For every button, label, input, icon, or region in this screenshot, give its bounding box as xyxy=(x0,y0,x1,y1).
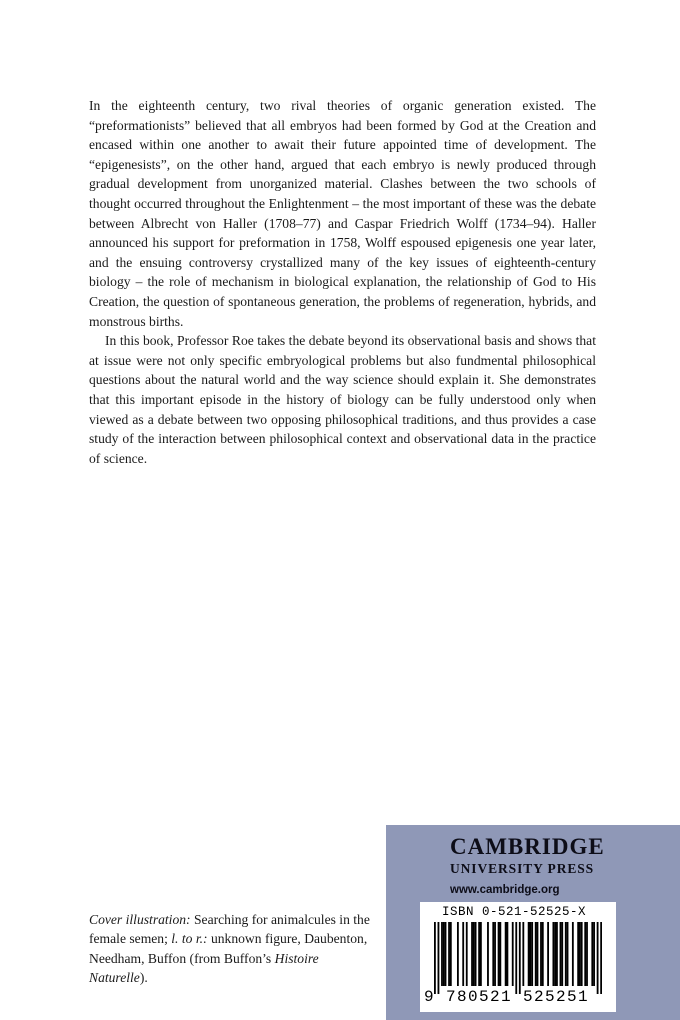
isbn-text: ISBN 0-521-52525-X xyxy=(442,905,587,919)
barcode-bar xyxy=(540,922,542,986)
publisher-subname: UNIVERSITY PRESS xyxy=(450,861,595,876)
barcode-bar xyxy=(529,922,531,986)
barcode-bar xyxy=(480,922,482,986)
barcode-bar xyxy=(593,922,595,986)
barcode-bar xyxy=(448,922,450,986)
blurb-paragraph-2: In this book, Professor Roe takes the debate beyond its observational basis and shows that at issue were not only specific embryological problems but also fundmental philosophical questions about the natural world and the way science should explain it. She demonstrates that this important episode in the history of biology can be fully understood only when viewed as a debate between two opposing philosophical traditions, and thus provides a case study of the interaction between philosophical context and observational data in the practice of science. xyxy=(89,333,596,466)
barcode-bar xyxy=(507,922,509,986)
barcode-bar xyxy=(560,922,562,986)
barcode-bar xyxy=(443,922,445,986)
barcode-bar xyxy=(515,922,517,994)
cover-credit-text-1: Searching for animalcules in the female semen; xyxy=(89,912,370,947)
barcode-bar xyxy=(475,922,477,986)
back-cover-blurb xyxy=(89,96,596,468)
barcode-bar xyxy=(471,922,473,986)
barcode-bar xyxy=(450,922,452,986)
barcode-bar xyxy=(487,922,489,986)
barcode-bar xyxy=(579,922,581,986)
barcode-bar xyxy=(522,922,524,986)
barcode-bar xyxy=(535,922,537,986)
publisher-name: CAMBRIDGE xyxy=(450,834,605,859)
cover-illustration-credit xyxy=(89,910,374,988)
barcode-bar xyxy=(462,922,464,986)
blurb-paragraph-1: In the eighteenth century, two rival theories of organic generation existed. The “preformationists” believed that all embryos had been formed by God at the Creation and encased within one another to await their future appointed time of development. The “epigenesists”, on the other hand, argued that each embryo is newly produced through gradual development from unorganized material. Clashes between the two schools of thought occurred throughout the Enlightenment – the most important of these was the debate between Albrecht von Haller (1708–77) and Caspar Friedrich Wolff (1734–94). Haller announced his support for preformation in 1758, Wolff espoused epigenesis one year later, and the ensuing controversy crystallized many of the key issues of eighteenth-century biology – the role of mechanism in biological explanation, the relationship of God to His Creation, the question of spontaneous generation, the problems of regeneration, hybrids, and monstrous births. xyxy=(89,98,596,329)
barcode-bar xyxy=(584,922,586,986)
barcode-bar xyxy=(492,922,494,986)
barcode-icon xyxy=(434,922,602,994)
barcode-bar xyxy=(586,922,588,986)
barcode-bar xyxy=(434,922,436,994)
barcode-bar xyxy=(537,922,539,986)
barcode-bar xyxy=(445,922,447,986)
barcode-label xyxy=(420,902,616,1012)
barcode-bar xyxy=(577,922,579,986)
publisher-panel xyxy=(386,825,680,1020)
barcode-bar xyxy=(556,922,558,986)
ean-digits: 9 780521 525251 xyxy=(424,988,590,1006)
barcode-bar xyxy=(494,922,496,986)
barcode-bar xyxy=(581,922,583,986)
barcode-bar xyxy=(466,922,468,986)
barcode-bar xyxy=(441,922,443,986)
barcode-bar xyxy=(572,922,574,986)
barcode-bar xyxy=(519,922,521,994)
publisher-website: www.cambridge.org xyxy=(450,884,560,896)
barcode-bar xyxy=(531,922,533,986)
barcode-bar xyxy=(512,922,514,986)
barcode-bar xyxy=(457,922,459,986)
cover-credit-text-2: unknown figure, Daubenton, Needham, Buffon (from Buffon’s xyxy=(89,931,368,966)
barcode-bar xyxy=(505,922,507,986)
barcode-bar xyxy=(597,922,599,994)
barcode-bar xyxy=(528,922,530,986)
barcode-bar xyxy=(498,922,500,986)
barcode-bar xyxy=(591,922,593,986)
barcode-bar xyxy=(567,922,569,986)
barcode-bar xyxy=(438,922,440,994)
barcode-bar xyxy=(547,922,549,986)
barcode-bar xyxy=(552,922,554,986)
barcode-bar xyxy=(600,922,602,994)
barcode-bar xyxy=(499,922,501,986)
barcode-bar xyxy=(542,922,544,986)
barcode-bar xyxy=(473,922,475,986)
cover-credit-book-title: Histoire Naturelle xyxy=(89,950,319,986)
barcode-bar xyxy=(554,922,556,986)
cover-credit-text-3: ). xyxy=(139,970,148,986)
cover-credit-label: Cover illustration: xyxy=(89,912,191,927)
barcode-bar xyxy=(561,922,563,986)
barcode-bar xyxy=(565,922,567,986)
cover-credit-left-to-right: l. to r.: xyxy=(171,931,208,947)
barcode-bar xyxy=(478,922,480,986)
